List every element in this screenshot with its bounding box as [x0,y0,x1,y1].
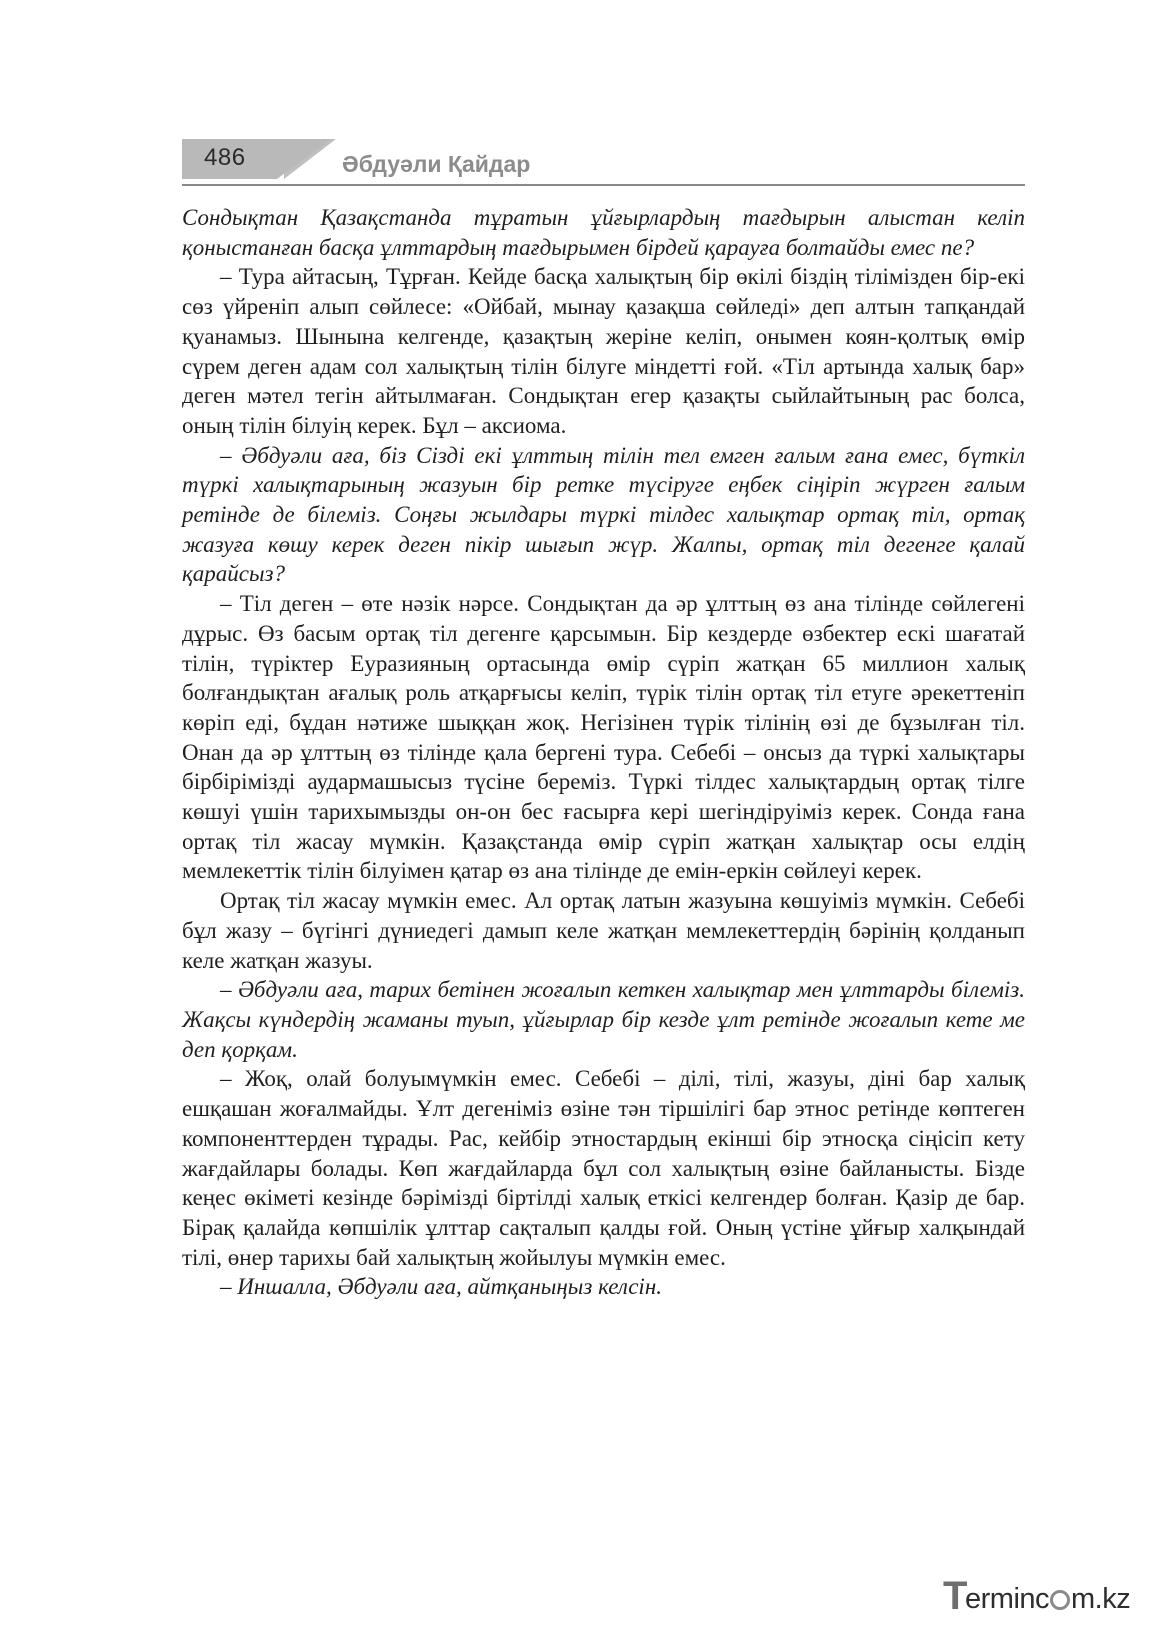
body-text [182,203,1025,1302]
logo-o-icon [1050,1590,1070,1610]
page-header [182,139,1025,187]
page-number: 486 [204,144,246,171]
logo-text-part1: erminc [965,1583,1050,1615]
answer-paragraph: – Тура айтасың, Тұрған. Кейде басқа халықтың бір өкілі біздің тілімізден бір-екі сөз үйреніп алып сөйлесе: «Ойбай, мынау қазақша сөйледі» деп алтын тапқандай қуанамыз. Шынына келгенде, қазақтың жеріне келіп, онымен коян-қолтық өмір сүрем деген адам сол халықтың тілін білуге міндетті ғой. «Тіл артында халық бар» деген мәтел тегін айтылмаған. Сондықтан егер қазақты сыйлайтының рас болса, оның тілін білуің керек. Бұл – аксиома. [182,264,1025,438]
logo-text-part2: m.kz [1071,1583,1131,1615]
question-paragraph: – Әбдуәли аға, біз Сізді екі ұлттың тілін тел емген ғалым ғана емес, бүткіл түркі халықтарының жазуын бір ретке түсіруге еңбек сіңіріп жүрген ғалым ретінде де білеміз. Соңғы жылдары түркі тілдес халықтар ортақ тіл, ортақ жазуға көшу керек деген пікір шығып жүр. Жалпы, ортақ тіл дегенге қалай қарайсыз? [182,442,1025,587]
termincom-logo [943,1574,1143,1620]
answer-paragraph: – Тіл деген – өте нәзік нәрсе. Сондықтан да әр ұлттың өз ана тілінде сөйлегені дұрыс. Өз басым ортақ тіл дегенге қарсымын. Бір кездерде өзбектер ескі шағатай тілін, түріктер Еуразияның ортасында өмір сүріп жатқан 65 миллион халық болғандықтан ағалық роль атқарғысы келіп, түрік тілін ортақ тіл етуге әрекеттеніп көріп еді, бұдан нәтиже шыққан жоқ. Негізінен түрік тілінің өзі де бұзылған тіл. Онан да әр ұлттың өз тілінде қала бергені тура. Себебі – онсыз да түркі халықтары бірбірімізді аудармашысыз түсіне береміз. Түркі тілдес халықтардың ортақ тілге көшуі үшін тарихымызды он-он бес ғасырға кері шегіндіруіміз керек. Сонда ғана ортақ тіл жасау мүмкін. Қазақстанда өмір сүріп жатқан халықтар осы елдің мемлекеттік тілін білуімен қатар өз ана тілінде де емін-еркін сөйлеуі керек. [182,591,1025,884]
header-rule [182,184,1025,186]
answer-paragraph: – Жоқ, олай болуымүмкін емес. Себебі – ділі, тілі, жазуы, діні бар халық ешқашан жоғалмайды. Ұлт дегеніміз өзіне тән тіршілігі бар этнос ретінде көптеген компоненттерден тұрады. Рас, кейбір этностардың екінші бір этносқа сіңісіп кету жағдайлары болады. Көп жағдайларда бұл сол халықтың өзіне байланысты. Бізде кеңес өкіметі кезінде бәрімізді біртілді халық еткісі келгендер болған. Қазір де бар. Бірақ қалайда көпшілік ұлттар сақталып қалды ғой. Оның үстіне ұйғыр халқындай тілі, өнер тарихы бай халықтың жойылуы мүмкін емес. [182,1066,1025,1270]
page-tab-slant [277,139,331,179]
running-title: Әбдуәли Қайдар [342,151,531,177]
question-paragraph: Сондықтан Қазақстанда тұратын ұйғырлардың тағдырын алыстан келіп қоныстанған басқа ұлттардың тағдырымен бірдей қарауға болmайды емес пе? [182,205,1025,260]
logo-text [965,1582,1130,1616]
question-paragraph: – Әбдуәли аға, тарих бетінен жоғалып кеткен халықтар мен ұлттарды білеміз. Жақсы күндердің жаманы туып, ұйғырлар бір кезде ұлт ретінде жоғалып кете ме деп қорқам. [182,977,1025,1062]
answer-paragraph: Ортақ тіл жасау мүмкін емес. Ал ортақ латын жазуына көшуіміз мүмкін. Себебі бұл жазу – бүгінгі дүниедегі дамып келе жатқан мемлекеттердің бәрінің қолданып келе жатқан жазуы. [182,888,1025,973]
question-paragraph: – Иншалла, Әбдуәли аға, айтқаныңыз келсін. [220,1274,662,1300]
logo-letter-t: T [943,1574,967,1618]
